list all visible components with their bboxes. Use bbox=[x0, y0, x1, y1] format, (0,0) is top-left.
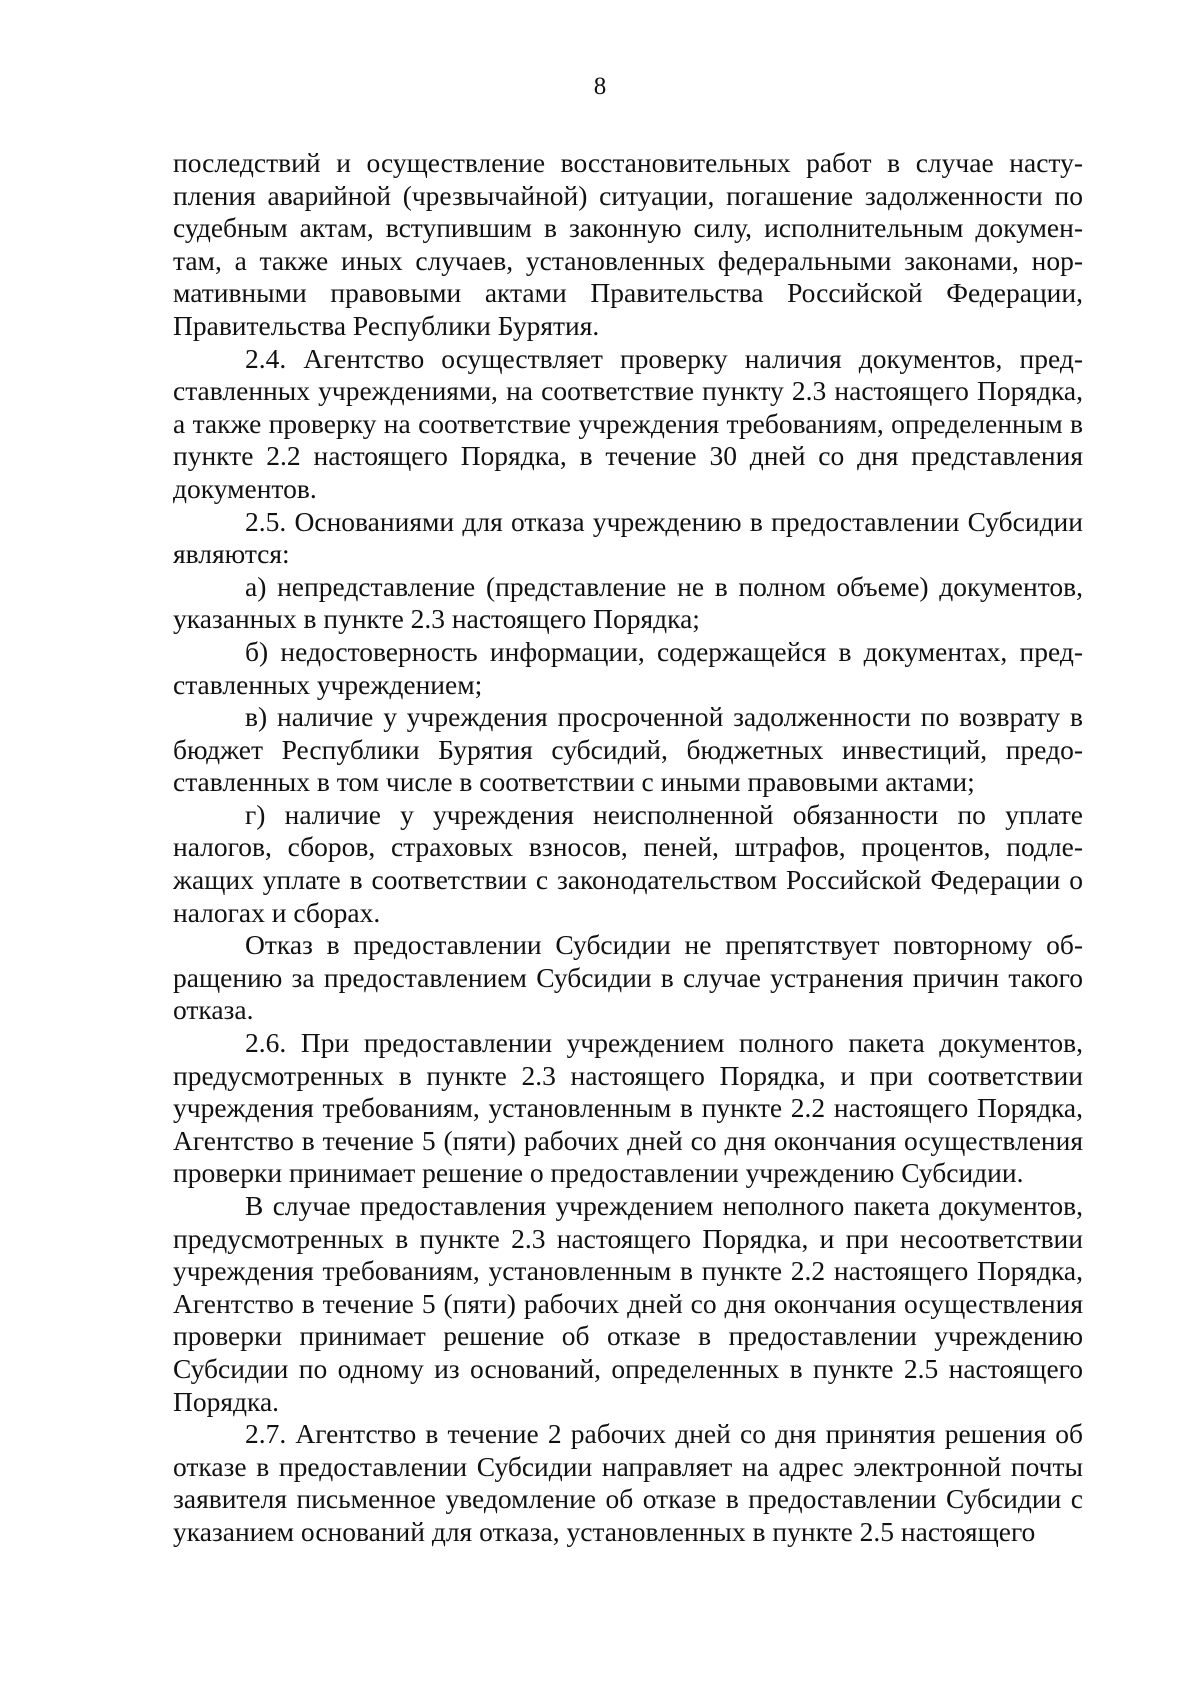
page-number: 8 bbox=[593, 73, 607, 100]
list-item-a: а) непредставление (представление не в полном объеме) документов, указанных в пункте 2.3 настоящего Порядка; bbox=[173, 570, 1083, 635]
paragraph-incomplete-package: В случае предоставления учреждением неполного пакета документов, предусмотренных в пункте 2.3 настоящего Порядка, и при несоответствии учреждения требованиям, установленным в пункте 2.2 настоящего Порядка, Агентство в течение 5 (пяти) рабочих дней со дня окончания осуществления проверки принимает решение об отказе в предоставлении учреждению Субсидии по одному из оснований, определенных в пункте 2.5 настоящего Порядка. bbox=[173, 1190, 1083, 1417]
paragraph-continuation: последствий и осуществление восстановительных работ в случае наступления аварийной (чрезвычайной) ситуации, погашение задолженности по судебным актам, вступившим в законную силу, исполнительным документам, а также иных случаев, установленных федеральными законами, нормативными правовыми актами Правительства Российской Федерации, Правительства Республики Бурятия. bbox=[173, 147, 1083, 341]
document-body bbox=[173, 147, 1083, 1549]
paragraph-2-6: 2.6. При предоставлении учреждением полного пакета документов, предусмотренных в пункте 2.3 настоящего Порядка, и при соответствии учреждения требованиям, установленным в пункте 2.2 настоящего Порядка, Агентство в течение 5 (пяти) рабочих дней со дня окончания осуществления проверки принимает решение о предоставлении учреждению Субсидии. bbox=[173, 1027, 1083, 1189]
paragraph-2-4: 2.4. Агентство осуществляет проверку наличия документов, представленных учреждениями, на соответствие пункту 2.3 настоящего Порядка, а также проверку на соответствие учреждения требованиям, определенным в пункте 2.2 настоящего Порядка, в течение 30 дней со дня представления документов. bbox=[173, 342, 1083, 504]
paragraph-refusal-note: Отказ в предоставлении Субсидии не препятствует повторному обращению за предоставлением Субсидии в случае устранения причин такого отказа. bbox=[173, 929, 1083, 1026]
list-item-v: в) наличие у учреждения просроченной задолженности по возврату в бюджет Республики Бурятия субсидий, бюджетных инвестиций, предоставленных в том числе в соответствии с иными правовыми актами; bbox=[173, 701, 1083, 798]
paragraph-2-7: 2.7. Агентство в течение 2 рабочих дней со дня принятия решения об отказе в предоставлении Субсидии направляет на адрес электронной почты заявителя письменное уведомление об отказе в предоставлении Субсидии с указанием оснований для отказа, установленных в пункте 2.5 настоящего bbox=[173, 1418, 1083, 1547]
list-item-b: б) недостоверность информации, содержащейся в документах, представленных учреждением; bbox=[173, 635, 1083, 700]
list-item-g: г) наличие у учреждения неисполненной обязанности по уплате налогов, сборов, страховых взносов, пеней, штрафов, процентов, подлежащих уплате в соответствии с законодательством Российской Федерации о налогах и сборах. bbox=[173, 798, 1083, 928]
paragraph-2-5: 2.5. Основаниями для отказа учреждению в предоставлении Субсидии являются: bbox=[173, 505, 1083, 570]
